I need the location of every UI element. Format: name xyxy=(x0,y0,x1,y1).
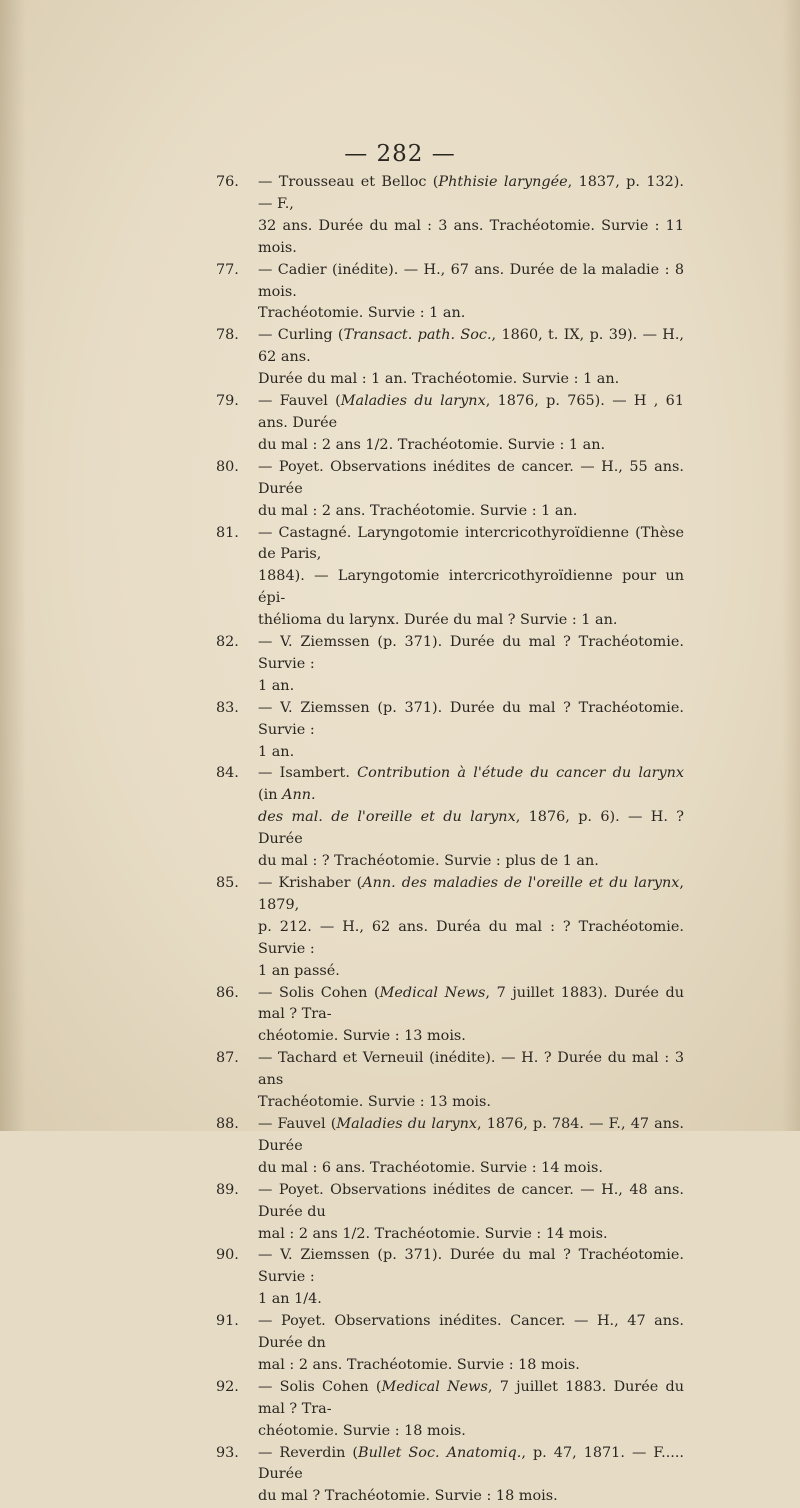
case-text-line xyxy=(258,632,684,676)
case-entry xyxy=(216,1114,684,1180)
case-text-line xyxy=(258,216,684,260)
case-text: — Cadier (inédite). — H., 67 ans. Durée de la maladie : 8 mois. xyxy=(258,261,684,300)
case-text: chéotomie. Survie : 18 mois. xyxy=(258,1422,466,1439)
case-number: 76. xyxy=(216,174,239,190)
case-entry xyxy=(216,1180,684,1246)
case-number: 81. xyxy=(216,524,239,541)
citation-title: Medical News xyxy=(379,984,486,1001)
case-text-line xyxy=(258,1048,684,1092)
case-text: — V. Ziemssen (p. 371). Durée du mal ? Trachéotomie. Survie : xyxy=(258,634,684,672)
case-text: — Trousseau et Belloc ( xyxy=(258,174,439,190)
case-number: 78. xyxy=(216,327,239,344)
case-text-line xyxy=(258,807,684,851)
case-text-line xyxy=(258,1377,684,1421)
case-text: (in xyxy=(258,787,283,804)
case-text-line xyxy=(258,610,684,632)
case-text-line xyxy=(258,1092,684,1114)
case-text: — Poyet. Observations inédites. Cancer. — H., 47 ans. Durée dn xyxy=(258,1313,684,1352)
citation-title: Maladies du larynx xyxy=(340,393,486,410)
case-text: , 1837, p. 132). — F., xyxy=(258,174,684,212)
case-text-line xyxy=(258,676,684,698)
case-text: chéotomie. Survie : 13 mois. xyxy=(258,1028,466,1045)
case-entry xyxy=(216,1245,684,1311)
case-text: — Poyet. Observations inédites de cancer. — H., 48 ans. Durée du xyxy=(258,1181,684,1220)
case-text-line xyxy=(258,1224,684,1246)
case-entry xyxy=(216,698,684,764)
case-number: 83. xyxy=(216,699,239,716)
case-text: 1 an passé. xyxy=(258,962,340,979)
case-text: , 1876, p. 784. — F., 47 ans. Durée xyxy=(258,1115,684,1154)
case-text-line xyxy=(258,961,684,983)
case-text-line xyxy=(258,457,684,501)
case-text: — Isambert. xyxy=(258,765,358,782)
case-text-line xyxy=(258,1114,684,1158)
case-entry xyxy=(216,983,684,1049)
case-number: 85. xyxy=(216,875,239,891)
case-number: 90. xyxy=(216,1247,239,1264)
case-text: mal : 2 ans. Trachéotomie. Survie : 18 mois. xyxy=(258,1356,580,1373)
case-number: 86. xyxy=(216,984,239,1001)
case-text-line xyxy=(258,1443,684,1487)
case-entry xyxy=(216,873,684,983)
case-text: — V. Ziemssen (p. 371). Durée du mal ? Trachéotomie. Survie : xyxy=(258,1247,684,1286)
case-text: — Fauvel ( xyxy=(258,1115,337,1132)
case-text-line xyxy=(258,523,684,567)
case-text: , 1876, p. 6). — H. ? Durée xyxy=(258,809,684,848)
case-entry xyxy=(216,260,684,326)
case-text: 1884). — Laryngotomie intercricothyroïdienne pour un épi- xyxy=(258,568,684,607)
case-text: , 7 juillet 1883. Durée du mal ? Tra- xyxy=(258,1378,684,1417)
case-text-line xyxy=(258,1245,684,1289)
case-text: , 1860, t. IX, p. 39). — H., 62 ans. xyxy=(258,327,685,366)
case-text: , 1876, p. 765). — H , 61 ans. Durée xyxy=(258,393,684,431)
case-text-line xyxy=(258,1486,684,1508)
case-entry xyxy=(216,523,684,633)
case-text: — Curling ( xyxy=(258,327,344,344)
case-text-line xyxy=(258,325,684,369)
case-text: , 7 juillet 1883). Durée du mal ? Tra- xyxy=(258,984,685,1023)
case-text-line xyxy=(258,435,684,457)
page-number: — 282 — xyxy=(344,141,456,167)
case-number: 79. xyxy=(216,393,239,410)
case-text-line xyxy=(258,303,684,325)
case-text-line xyxy=(258,1421,684,1443)
case-number: 82. xyxy=(216,634,239,651)
case-text-line xyxy=(258,391,684,435)
citation-title: Transact. path. Soc. xyxy=(343,327,492,344)
case-text: 1 an. xyxy=(258,743,295,760)
case-text: du mal : 2 ans 1/2. Trachéotomie. Survie : 1 an. xyxy=(258,436,606,453)
case-number: 84. xyxy=(216,765,239,782)
case-text-line xyxy=(258,851,684,873)
case-number: 80. xyxy=(216,458,239,475)
case-entry xyxy=(216,172,684,260)
case-entry xyxy=(216,632,684,698)
case-number: 93. xyxy=(216,1444,239,1461)
citation-title: Ann. des maladies de l'oreille et du larynx xyxy=(362,875,680,891)
citation-title: Phthisie laryngée xyxy=(438,174,568,190)
case-text: — Solis Cohen ( xyxy=(258,1378,382,1395)
citation-title: Medical News xyxy=(381,1378,488,1395)
case-number: 88. xyxy=(216,1115,239,1132)
case-number: 92. xyxy=(216,1378,239,1395)
case-text: Durée du mal : 1 an. Trachéotomie. Survie : 1 an. xyxy=(258,371,620,388)
case-text-line xyxy=(258,763,684,807)
case-entry xyxy=(216,1048,684,1114)
case-text: du mal ? Trachéotomie. Survie : 18 mois. xyxy=(258,1488,558,1505)
case-text-line xyxy=(258,983,684,1027)
case-text: , 1879, xyxy=(258,875,684,913)
case-text: — Reverdin ( xyxy=(258,1444,359,1461)
citation-title: des mal. de l'oreille et du larynx xyxy=(258,809,516,826)
case-text-line xyxy=(258,566,684,610)
case-text-line xyxy=(258,1311,684,1355)
case-text-line xyxy=(258,1355,684,1377)
case-text: — V. Ziemssen (p. 371). Durée du mal ? Trachéotomie. Survie : xyxy=(258,699,684,738)
case-text-line xyxy=(258,501,684,523)
case-entry xyxy=(216,391,684,457)
case-entry xyxy=(216,1443,684,1508)
case-text: — Krishaber ( xyxy=(258,875,363,891)
case-text: — Poyet. Observations inédites de cancer. — H., 55 ans. Durée xyxy=(258,458,684,497)
case-entry xyxy=(216,1311,684,1377)
case-text-line xyxy=(258,369,684,391)
case-text-line xyxy=(258,917,684,961)
citation-title: Maladies du larynx xyxy=(336,1115,477,1132)
case-text: — Solis Cohen ( xyxy=(258,984,380,1001)
case-number: 77. xyxy=(216,261,239,278)
case-text: , p. 47, 1871. — F..... Durée xyxy=(258,1444,684,1483)
case-text: thélioma du larynx. Durée du mal ? Survie : 1 an. xyxy=(258,612,618,629)
case-text: du mal : 2 ans. Trachéotomie. Survie : 1 an. xyxy=(258,502,578,519)
case-number: 91. xyxy=(216,1313,239,1330)
case-text: mal : 2 ans 1/2. Trachéotomie. Survie : 14 mois. xyxy=(258,1225,608,1242)
case-entry xyxy=(216,325,684,391)
case-text: 32 ans. Durée du mal : 3 ans. Trachéotomie. Survie : 11 mois. xyxy=(258,217,684,256)
case-text: — Tachard et Verneuil (inédite). — H. ? Durée du mal : 3 ans xyxy=(258,1050,684,1089)
case-entry xyxy=(216,457,684,523)
case-text: — Castagné. Laryngotomie intercricothyroïdienne (Thèse de Paris, xyxy=(258,524,684,563)
case-text-line xyxy=(258,172,684,216)
case-text: 1 an 1/4. xyxy=(258,1291,322,1308)
case-text: Trachéotomie. Survie : 13 mois. xyxy=(258,1094,491,1111)
case-text: p. 212. — H., 62 ans. Duréa du mal : ? Trachéotomie. Survie : xyxy=(258,918,684,957)
case-text: 1 an. xyxy=(258,677,295,694)
case-text: du mal : ? Trachéotomie. Survie : plus de 1 an. xyxy=(258,853,599,870)
case-text: — Fauvel ( xyxy=(258,393,341,410)
case-text-line xyxy=(258,1026,684,1048)
case-text-line xyxy=(258,1180,684,1224)
case-text: du mal : 6 ans. Trachéotomie. Survie : 14 mois. xyxy=(258,1159,603,1176)
case-list xyxy=(216,172,684,1508)
case-entry xyxy=(216,763,684,873)
case-text-line xyxy=(258,698,684,742)
case-text-line xyxy=(258,742,684,764)
case-text-line xyxy=(258,1158,684,1180)
citation-title: Ann. xyxy=(282,787,316,804)
case-entry xyxy=(216,1377,684,1443)
citation-title: Contribution à l'étude du cancer du larynx xyxy=(357,765,684,782)
case-number: 89. xyxy=(216,1181,239,1198)
citation-title: Bullet Soc. Anatomiq. xyxy=(358,1444,522,1461)
case-text-line xyxy=(258,873,684,917)
case-text: Trachéotomie. Survie : 1 an. xyxy=(258,305,466,322)
case-number: 87. xyxy=(216,1050,239,1067)
case-text-line xyxy=(258,1289,684,1311)
case-text-line xyxy=(258,260,684,304)
